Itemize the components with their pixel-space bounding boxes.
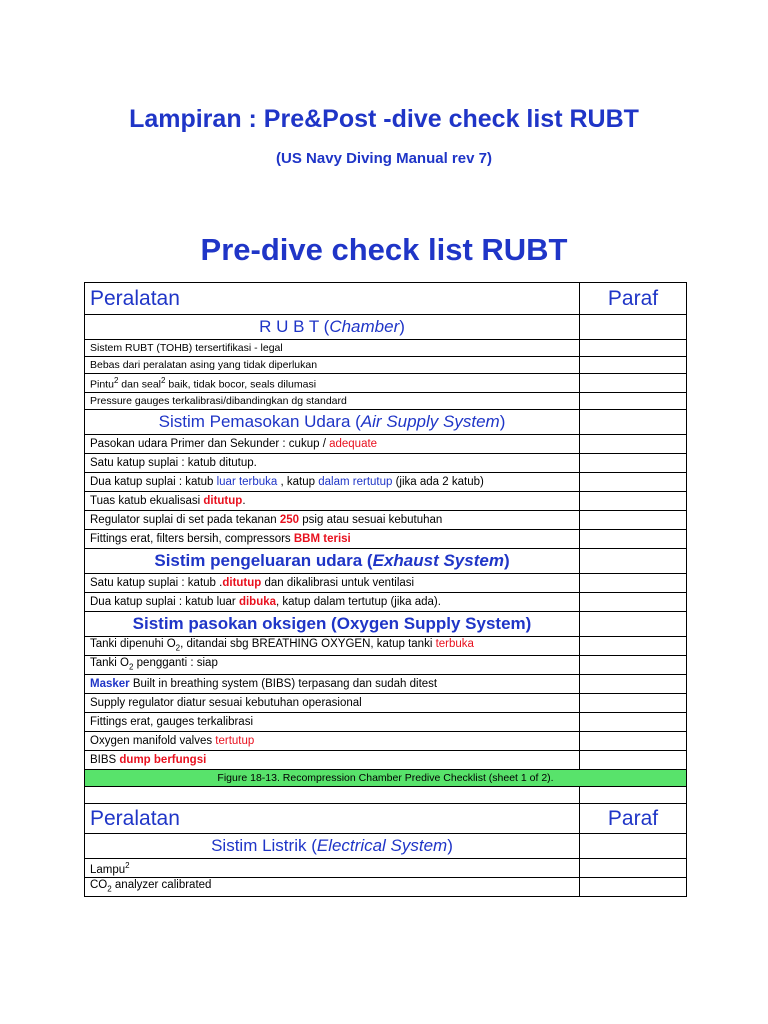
item-text: Tanki $O_2$ pengganti : siap <box>85 655 580 674</box>
sign-cell[interactable] <box>580 732 687 751</box>
item-text: Tanki dipenuhi $O_2$, ditandai sbg BREATHING OXYGEN, katup tanki terbuka <box>85 636 580 655</box>
table-row <box>85 392 687 409</box>
table-row <box>85 357 687 374</box>
table-row <box>85 859 687 878</box>
table-row <box>85 472 687 491</box>
blank-row <box>85 787 687 804</box>
sign-cell[interactable] <box>580 491 687 510</box>
table-row <box>85 694 687 713</box>
item-text: Masker Built in breathing system (BIBS) terpasang dan sudah ditest <box>85 675 580 694</box>
sign-cell[interactable] <box>580 655 687 674</box>
sign-cell[interactable] <box>580 675 687 694</box>
table-row <box>85 675 687 694</box>
sign-cell[interactable] <box>580 859 687 878</box>
sign-cell[interactable] <box>580 392 687 409</box>
figure-caption: Figure 18-13. Recompression Chamber Predive Checklist (sheet 1 of 2). <box>85 770 687 787</box>
sign-cell[interactable] <box>580 878 687 897</box>
sign-cell[interactable] <box>580 340 687 357</box>
table-row <box>85 636 687 655</box>
col-equipment-header: Peralatan <box>85 283 580 315</box>
sign-cell[interactable] <box>580 573 687 592</box>
document-subtitle: (US Navy Diving Manual rev 7) <box>276 150 492 167</box>
table-row <box>85 751 687 770</box>
sign-cell[interactable] <box>580 510 687 529</box>
item-text: Fittings erat, filters bersih, compressors BBM terisi <box>85 529 580 548</box>
table-row <box>85 655 687 674</box>
item-text: Pasokan udara Primer dan Sekunder : cukup / adequate <box>85 434 580 453</box>
section-air-supply <box>85 409 687 434</box>
item-text: Dua katup suplai : katub luar dibuka, katup dalam tertutup (jika ada). <box>85 592 580 611</box>
sign-cell[interactable] <box>580 636 687 655</box>
sign-cell[interactable] <box>580 787 687 804</box>
item-text: Sistem RUBT (TOHB) tersertifikasi - legal <box>85 340 580 357</box>
item-text: Satu katup suplai : katub .ditutup dan dikalibrasi untuk ventilasi <box>85 573 580 592</box>
item-text: Pressure gauges terkalibrasi/dibandingkan dg standard <box>85 392 580 409</box>
sign-cell[interactable] <box>580 592 687 611</box>
table-row <box>85 453 687 472</box>
table-header-row <box>85 283 687 315</box>
item-text: Oxygen manifold valves tertutup <box>85 732 580 751</box>
table-row <box>85 434 687 453</box>
item-text: Fittings erat, gauges terkalibrasi <box>85 713 580 732</box>
sign-cell[interactable] <box>580 694 687 713</box>
sign-cell[interactable] <box>580 472 687 491</box>
sign-cell[interactable] <box>580 611 687 636</box>
table-row <box>85 713 687 732</box>
sign-cell[interactable] <box>580 529 687 548</box>
section-title: Sistim pengeluaran udara (Exhaust System) <box>85 548 580 573</box>
item-text: Bebas dari peralatan asing yang tidak diperlukan <box>85 357 580 374</box>
figure-caption-row <box>85 770 687 787</box>
checklist-table <box>84 282 687 897</box>
blank-cell <box>85 787 580 804</box>
item-text: Pintu$^2$ dan seal$^2$ baik, tidak bocor, seals dilumasi <box>85 374 580 393</box>
table-row <box>85 529 687 548</box>
sign-cell[interactable] <box>580 315 687 340</box>
table-row <box>85 374 687 393</box>
sign-cell[interactable] <box>580 374 687 393</box>
item-text: $CO_2$ analyzer calibrated <box>85 878 580 897</box>
section-title: Sistim Listrik (Electrical System) <box>85 834 580 859</box>
col-sign-header: Paraf <box>580 804 687 834</box>
item-text: Lampu$^2$ <box>85 859 580 878</box>
table-row <box>85 592 687 611</box>
table-row <box>85 878 687 897</box>
table-row <box>85 573 687 592</box>
section-title: Sistim pasokan oksigen (Oxygen Supply System) <box>85 611 580 636</box>
section-electrical <box>85 834 687 859</box>
sign-cell[interactable] <box>580 751 687 770</box>
table-row <box>85 510 687 529</box>
checklist-heading: Pre-dive check list RUBT <box>200 232 568 267</box>
item-text: Dua katup suplai : katub luar terbuka , katup dalam rertutup (jika ada 2 katub) <box>85 472 580 491</box>
sign-cell[interactable] <box>580 409 687 434</box>
col-sign-header: Paraf <box>580 283 687 315</box>
sign-cell[interactable] <box>580 434 687 453</box>
section-exhaust <box>85 548 687 573</box>
col-equipment-header: Peralatan <box>85 804 580 834</box>
section-title: Sistim Pemasokan Udara (Air Supply System) <box>85 409 580 434</box>
section-rubt <box>85 315 687 340</box>
item-text: Supply regulator diatur sesuai kebutuhan operasional <box>85 694 580 713</box>
item-text: Tuas katub ekualisasi ditutup. <box>85 491 580 510</box>
table-row <box>85 491 687 510</box>
table-header-row-2 <box>85 804 687 834</box>
item-text: Regulator suplai di set pada tekanan 250 psig atau sesuai kebutuhan <box>85 510 580 529</box>
item-text: Satu katup suplai : katub ditutup. <box>85 453 580 472</box>
sign-cell[interactable] <box>580 834 687 859</box>
table-row <box>85 340 687 357</box>
section-title: R U B T (Chamber) <box>85 315 580 340</box>
item-text: BIBS dump berfungsi <box>85 751 580 770</box>
sign-cell[interactable] <box>580 713 687 732</box>
sign-cell[interactable] <box>580 357 687 374</box>
table-row <box>85 732 687 751</box>
section-oxygen <box>85 611 687 636</box>
sign-cell[interactable] <box>580 453 687 472</box>
sign-cell[interactable] <box>580 548 687 573</box>
document-title: Lampiran : Pre&Post -dive check list RUBT <box>129 105 639 133</box>
